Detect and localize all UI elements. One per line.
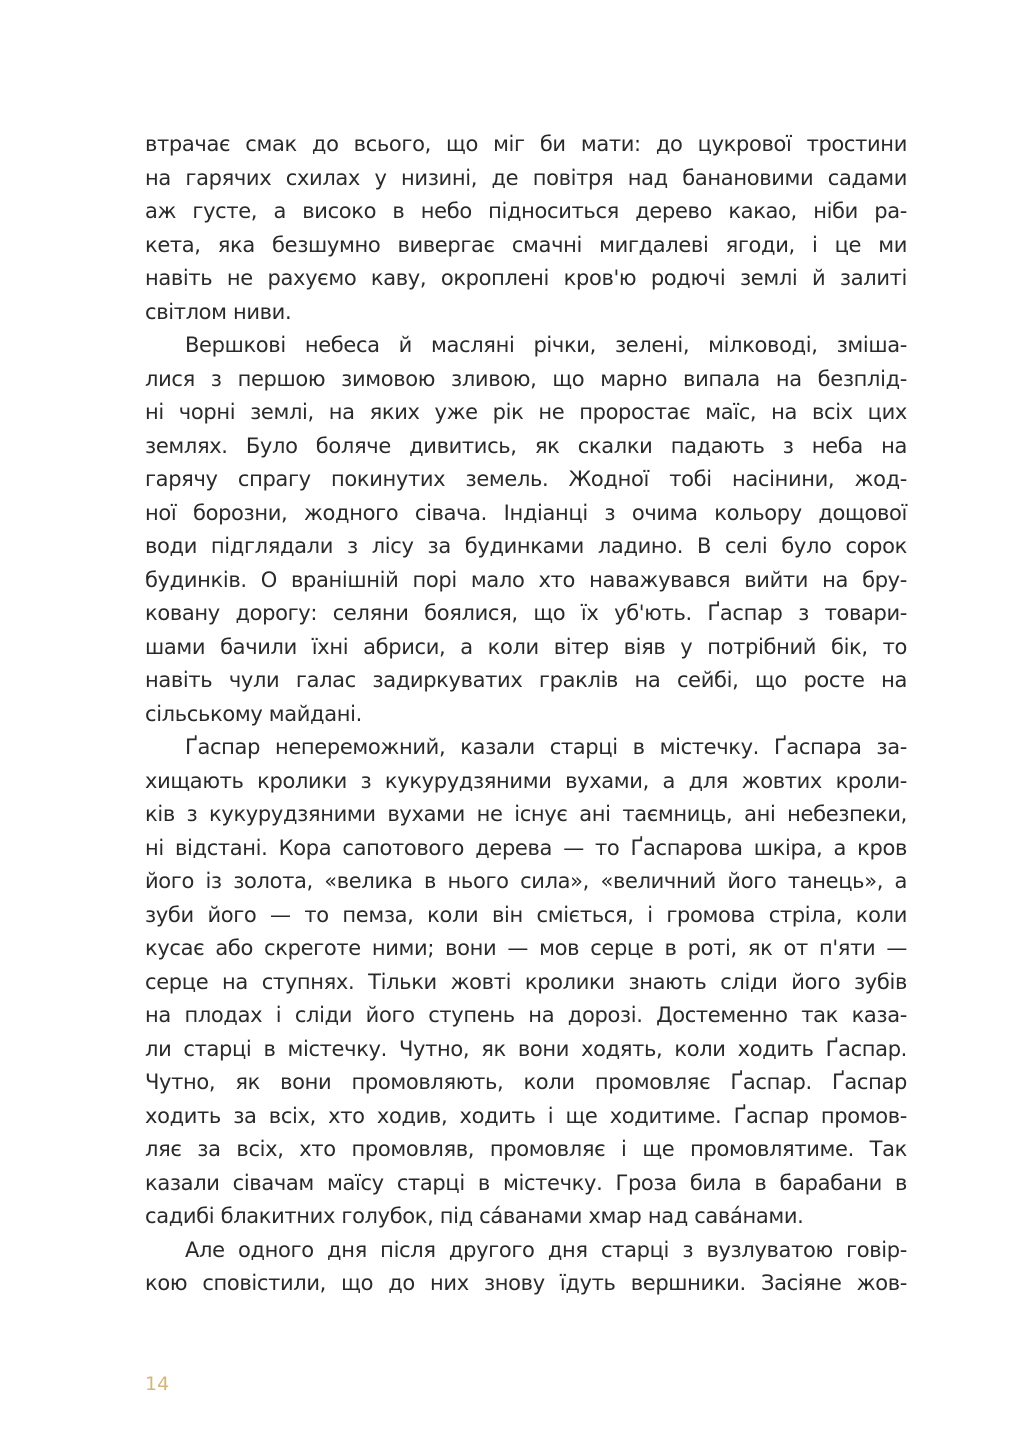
- text-line: Але одного дня після другого дня старці з вузлуватою говір-: [185, 1237, 907, 1262]
- text-line: казали сівачам маїсу старці в містечку. Гроза била в барабани в: [145, 1170, 907, 1195]
- text-line: ків з кукурудзяними вухами не існує ані таємниць, ані небезпеки,: [145, 802, 907, 826]
- page-number: 14: [145, 1373, 170, 1395]
- paragraph-2: [145, 329, 907, 731]
- paragraph-4: [145, 1234, 907, 1301]
- text-line: навіть не рахуємо каву, окроплені кров'ю родючі землі й залиті: [145, 266, 907, 290]
- text-line: втрачає смак до всього, що міг би мати: до цукрової тростини: [145, 132, 907, 156]
- text-line: навіть чули галас задиркуватих граклів на сейбі, що росте на: [145, 668, 907, 692]
- paragraph-1: [145, 128, 907, 329]
- text-line: гарячу спрагу покинутих земель. Жодної тобі насінини, жод-: [145, 467, 907, 491]
- text-line: ковану дорогу: селяни боялися, що їх уб'ють. Ґаспар з товари-: [145, 601, 907, 625]
- text-line: будинків. О вранішній порі мало хто наважувався вийти на бру-: [145, 567, 907, 592]
- text-line: води підглядали з лісу за будинками ладино. В селі було сорок: [145, 534, 907, 558]
- text-line: шами бачили їхні абриси, а коли вітер віяв у потрібний бік, то: [145, 634, 907, 659]
- body-text: [145, 128, 907, 1301]
- text-line: світлом ниви.: [145, 299, 292, 324]
- text-line: ної борозни, жодного сівача. Індіанці з очима кольору дощової: [145, 500, 907, 525]
- text-line: ні чорні землі, на яких уже рік не проростає маїс, на всіх цих: [145, 400, 907, 424]
- text-line: Вершкові небеса й масляні річки, зелені, мілководі, змiша-: [185, 333, 907, 357]
- paragraph-3: [145, 731, 907, 1234]
- text-line: його із золота, «велика в нього сила», «величний його танець», а: [145, 869, 907, 893]
- text-line: аж густе, а високо в небо підноситься дерево какао, ніби ра-: [145, 199, 907, 223]
- text-line: садибі блакитних голубок, під сáванами хмар над савáнами.: [145, 1204, 804, 1228]
- text-line: кою сповістили, що до них знову їдуть вершники. Засіяне жов-: [145, 1271, 907, 1295]
- text-line: зуби його — то пемза, коли він сміється, і громова стріла, коли: [145, 902, 907, 927]
- text-line: землях. Було боляче дивитись, як скалки падають з неба на: [145, 433, 907, 458]
- text-line: сільському майдані.: [145, 701, 362, 726]
- text-line: кусає або скреготе ними; вони — мов серце в роті, як от п'яти —: [145, 936, 907, 960]
- text-line: ляє за всіх, хто промовляв, промовляє і ще промовлятиме. Так: [145, 1137, 907, 1161]
- text-line: ходить за всіх, хто ходив, ходить і ще ходитиме. Ґаспар промов-: [145, 1103, 907, 1128]
- text-line: хищають кролики з кукурудзяними вухами, а для жовтих кроли-: [145, 768, 907, 793]
- text-line: Чутно, як вони промовляють, коли промовляє Ґаспар. Ґаспар: [145, 1070, 907, 1094]
- text-line: ли старці в містечку. Чутно, як вони ходять, коли ходить Ґаспар.: [145, 1036, 907, 1061]
- text-line: ні відстані. Кора сапотового дерева — то Ґаспарова шкіра, а кров: [145, 835, 907, 860]
- text-line: Ґаспар непереможний, казали старці в містечку. Ґаспара за-: [185, 735, 907, 759]
- text-line: кета, яка безшумно вивергає смачні мигдалеві ягоди, і це ми: [145, 232, 907, 257]
- text-line: лися з першою зимовою зливою, що марно випала на безплід-: [145, 366, 907, 391]
- text-line: серце на ступнях. Тільки жовті кролики знають сліди його зубів: [145, 969, 907, 994]
- text-line: на гарячих схилах у низині, де повітря над банановими садами: [145, 165, 907, 190]
- text-line: на плодах і сліди його ступень на дорозі. Достеменно так каза-: [145, 1003, 907, 1027]
